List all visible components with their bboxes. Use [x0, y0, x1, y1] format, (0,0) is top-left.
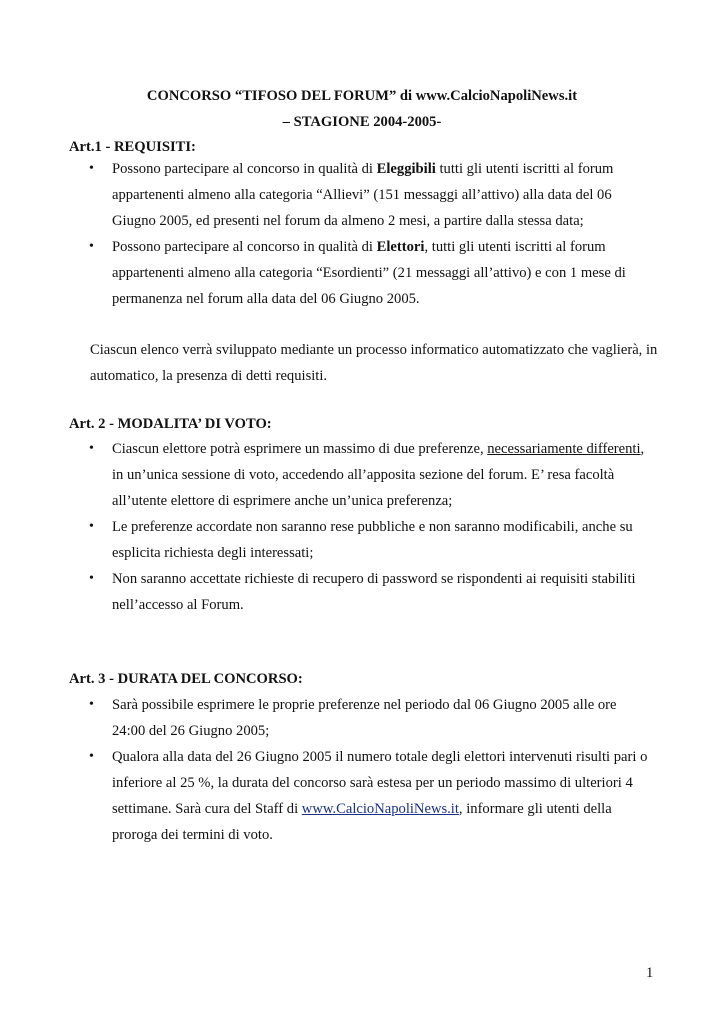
bullet-glyph: •	[89, 697, 94, 712]
text-run: Ciascun elettore potrà esprimere un massimo di due preferenze,	[112, 441, 488, 457]
bullet-glyph: •	[89, 441, 94, 456]
art1-heading: Art.1 - REQUISITI:	[69, 139, 196, 155]
art2-heading: Art. 2 - MODALITA’ DI VOTO:	[69, 416, 272, 432]
bullet-text	[112, 436, 649, 514]
art3-heading: Art. 3 - DURATA DEL CONCORSO:	[69, 671, 303, 687]
bullet-text	[112, 744, 649, 848]
text-run: , in un’unica sessione di voto, accedendo all’apposita sezione del forum. E’ resa facoltà all’utente elettore di esprimere anche un’unica preferenza;	[112, 441, 645, 509]
bold-term: Elettori	[376, 239, 425, 255]
text-run: Qualora alla data del 26 Giugno 2005 il numero totale degli elettori intervenuti risulti pari o inferiore al 25 %, la durata del concorso sarà estesa per un periodo massimo di ulteriori 4 settimane. Sarà cura del Staff di	[112, 749, 648, 817]
page-number: 1	[646, 965, 654, 981]
art2-bullet-password	[89, 566, 649, 618]
text-run: Possono partecipare al concorso in qualità di	[112, 239, 377, 255]
bullet-text: Non saranno accettate richieste di recupero di password se rispondenti ai requisiti stabiliti nell’accesso al Forum.	[112, 571, 636, 613]
art1-bullet-eleggibili	[89, 156, 649, 234]
art2-bullet-pubbliche	[89, 514, 649, 566]
bullet-glyph: •	[89, 749, 94, 764]
underlined-term: necessariamente differenti	[487, 441, 641, 457]
bullet-glyph: •	[89, 571, 94, 586]
text-run: Possono partecipare al concorso in qualità di	[112, 161, 377, 177]
document-title: CONCORSO “TIFOSO DEL FORUM” di www.CalcioNapoliNews.it	[146, 88, 578, 104]
bullet-text: Sarà possibile esprimere le proprie preferenze nel periodo dal 06 Giugno 2005 alle ore 24:00 del 26 Giugno 2005;	[112, 697, 617, 739]
art3-bullet-periodo	[89, 692, 649, 744]
bullet-glyph: •	[89, 161, 94, 176]
text-run: , informare gli utenti della proroga dei termini di voto.	[112, 801, 612, 843]
art1-bullet-elettori	[89, 234, 649, 312]
bullet-glyph: •	[89, 239, 94, 254]
bullet-glyph: •	[89, 519, 94, 534]
text-run: , tutti gli utenti iscritti al forum appartenenti almeno alla categoria “Esordienti” (21 messaggi all’attivo) e con 1 mese di permanenza nel forum alla data del 06 Giugno 2005.	[112, 239, 626, 307]
bold-term: Eleggibili	[376, 161, 436, 177]
art2-bullet-preferenze	[89, 436, 649, 514]
site-link[interactable]: www.CalcioNapoliNews.it	[301, 801, 459, 817]
bullet-text: Le preferenze accordate non saranno rese pubbliche e non saranno modificabili, anche su esplicita richiesta degli interessati;	[112, 519, 633, 561]
document-subtitle: – STAGIONE 2004-2005-	[282, 114, 442, 130]
art3-bullet-proroga	[89, 744, 649, 848]
bullet-text	[112, 156, 649, 234]
bullet-text	[112, 234, 649, 312]
text-run: tutti gli utenti iscritti al forum appartenenti almeno alla categoria “Allievi” (151 messaggi all’attivo) alla data del 06 Giugno 2005, ed presenti nel forum da almeno 2 mesi, a partire dalla stessa data;	[112, 161, 614, 229]
art1-paragraph: Ciascun elenco verrà sviluppato mediante un processo informatico automatizzato che vaglierà, in automatico, la presenza di detti requisiti.	[90, 342, 658, 384]
